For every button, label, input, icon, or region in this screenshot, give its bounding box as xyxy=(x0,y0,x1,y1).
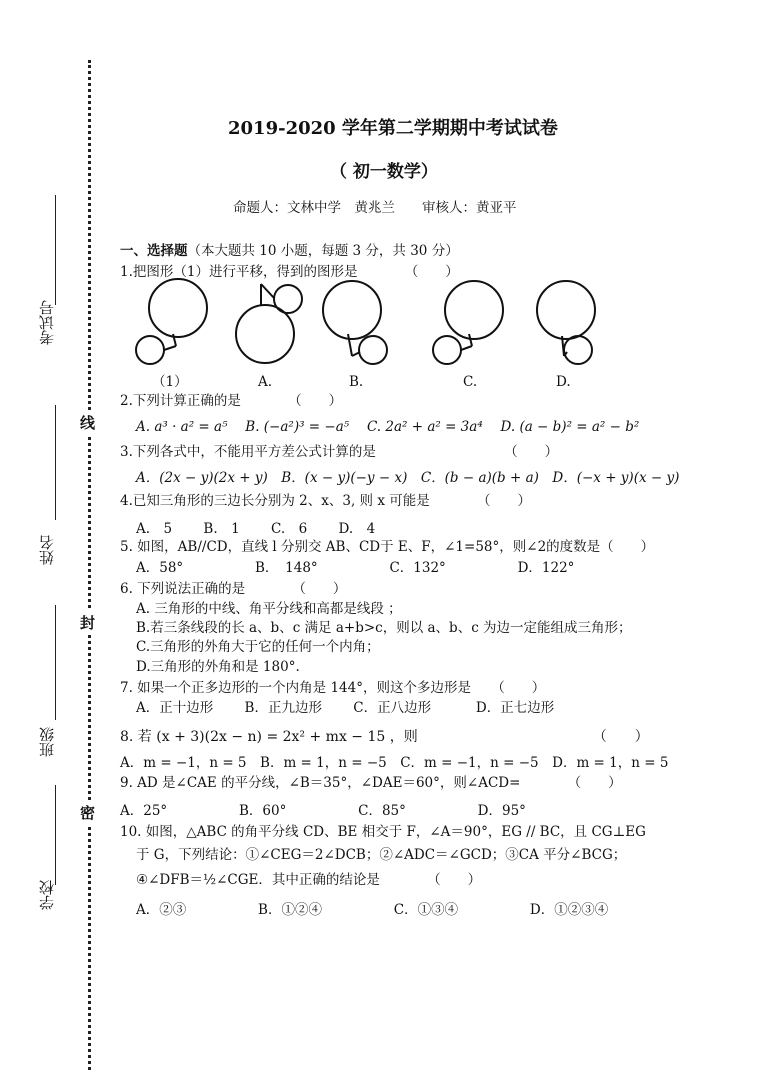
name-label: 姓名 xyxy=(38,535,56,565)
question-4-options: A. 5 B. 1 C. 6 D. 4 xyxy=(136,521,376,537)
question-3: 3.下列各式中，不能用平方差公式计算的是 （ ） xyxy=(120,444,559,460)
section-heading xyxy=(120,245,459,259)
figure-b-shape xyxy=(323,281,387,364)
school-label: 学校 xyxy=(38,880,56,910)
school-blank xyxy=(55,785,56,885)
q1-label-b: B. xyxy=(349,374,364,390)
question-1: 1.把图形（1）进行平移，得到的图形是 （ ） xyxy=(120,264,459,280)
question-3-options: A．(2x − y)(2x + y) B．(x − y)(−y − x) C．(b − a)(b + a) D．(−x + y)(x − y) xyxy=(136,470,680,486)
question-6-option-b: B.若三条线段的长 a、b、c 满足 a+b>c，则以 a、b、c 为边一定能组成三角形； xyxy=(136,620,632,636)
name-blank xyxy=(55,405,56,520)
exam-subtitle: （ 初一数学） xyxy=(330,162,438,182)
question-6-option-a: A. 三角形的中线、角平分线和高都是线段 ； xyxy=(136,601,402,617)
seal-char-line: 线 xyxy=(80,410,95,435)
exam-number-label: 考试号 xyxy=(38,300,56,345)
exam-title: 2019-2020 学年第二学期期中考试试卷 xyxy=(228,118,558,139)
figure-1-shape xyxy=(136,279,207,364)
question-6-option-c: C.三角形的外角大于它的任何一个内角； xyxy=(136,639,380,655)
question-5: 5. 如图，AB//CD，直线 l 分别交 AB、CD于 E、F，∠1=58°，则∠2的度数是（ ） xyxy=(120,539,655,555)
question-6-option-d: D.三角形的外角和是 180°. xyxy=(136,659,300,675)
class-blank xyxy=(55,605,56,720)
class-label: 班级 xyxy=(38,727,56,757)
question-10-line-3: ④∠DFB＝½∠CGE．其中正确的结论是 （ ） xyxy=(136,872,482,888)
question-8: 8. 若 (x + 3)(2x − n) = 2x² + mx − 15 ，则 （ ） xyxy=(120,729,649,745)
q1-label-a: A. xyxy=(258,374,273,390)
binding-dotted-line xyxy=(88,60,91,1070)
seal-char-seal: 封 xyxy=(80,610,95,635)
question-8-options: A．m = −1，n = 5 B．m = 1，n = −5 C．m = −1，n = −5 D．m = 1，n = 5 xyxy=(120,755,669,771)
question-7-options: A．正十边形 B．正九边形 C．正八边形 D．正七边形 xyxy=(136,700,555,716)
q1-label-d: D. xyxy=(556,374,571,390)
q1-figures xyxy=(120,276,610,372)
question-10-line-1: 10. 如图，△ABC 的角平分线 CD、BE 相交于 F，∠A＝90°，EG // BC，且 CG⊥EG xyxy=(120,824,646,840)
question-10-line-2: 于 G，下列结论：①∠CEG＝2∠DCB；②∠ADC＝∠GCD；③CA 平分∠BCG； xyxy=(136,847,627,863)
figure-c-shape xyxy=(433,281,503,364)
question-2: 2.下列计算正确的是 （ ） xyxy=(120,393,343,409)
question-10-options: A．②③ B．①②④ C．①③④ D．①②③④ xyxy=(136,902,609,918)
question-9: 9. AD 是∠CAE 的平分线，∠B＝35°，∠DAE＝60°，则∠ACD= （ ） xyxy=(120,775,622,791)
q1-label-c: C. xyxy=(463,374,478,390)
figure-d-shape xyxy=(537,281,595,364)
figure-a-shape xyxy=(236,284,302,363)
section-note: （本大题共 10 小题，每题 3 分，共 30 分） xyxy=(187,243,459,259)
question-2-options: A. a³ · a² = a⁵ B. (−a²)³ = −a⁵ C. 2a² + a² = 3a⁴ D. (a − b)² = a² − b² xyxy=(136,419,640,435)
q1-label-1: （1） xyxy=(152,374,188,390)
question-5-options: A．58° B． 148° C．132° D．122° xyxy=(136,560,575,576)
question-9-options: A．25° B．60° C．85° D．95° xyxy=(120,803,526,819)
question-4: 4.已知三角形的三边长分别为 2、x、3, 则 x 可能是 （ ） xyxy=(120,493,531,509)
exam-authors: 命题人：文林中学 黄兆兰 审核人：黄亚平 xyxy=(233,200,517,216)
question-6: 6. 下列说法正确的是 （ ） xyxy=(120,581,347,597)
question-7: 7. 如果一个正多边形的一个内角是 144°，则这个多边形是 （ ） xyxy=(120,680,546,696)
seal-char-secret: 密 xyxy=(80,800,95,825)
exam-number-blank xyxy=(55,195,56,305)
section-title: 一、选择题 xyxy=(120,243,188,259)
